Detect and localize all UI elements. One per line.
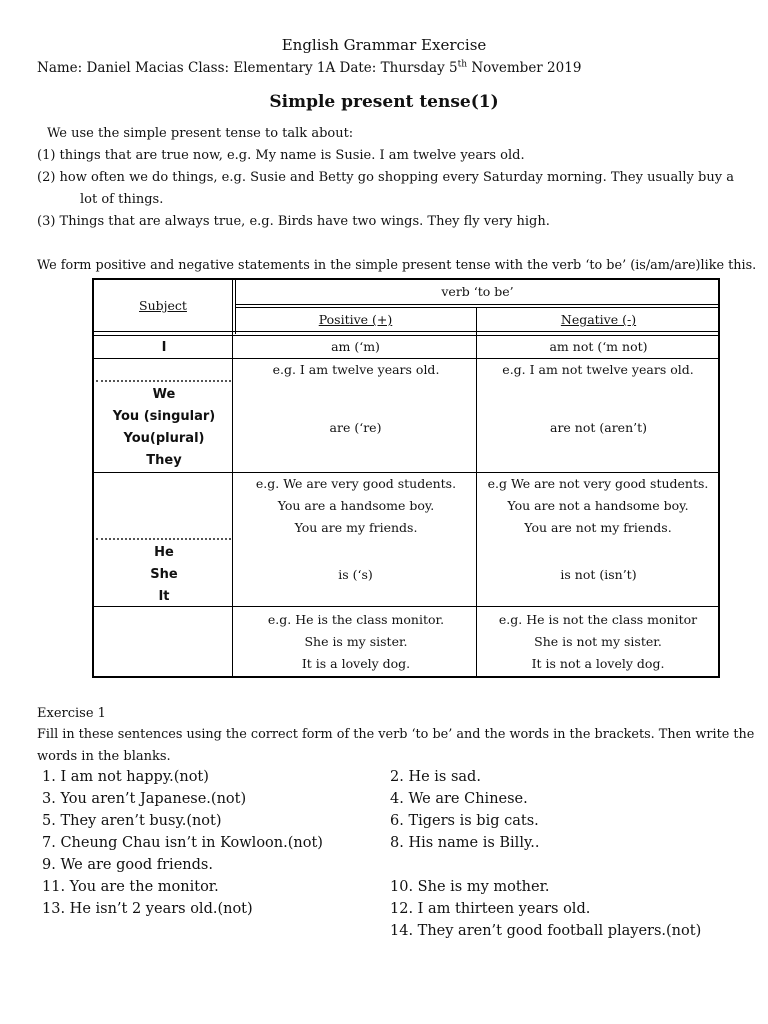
exercise-answer-7: 7. Cheung Chau isn’t in Kowloon.(not) bbox=[42, 835, 323, 851]
table-divider bbox=[235, 304, 720, 305]
document-title: English Grammar Exercise bbox=[281, 36, 487, 54]
example-negative-are: You are not my friends. bbox=[524, 520, 672, 535]
positive-i: am (‘m) bbox=[331, 339, 380, 354]
dotted-separator bbox=[96, 380, 231, 382]
subject-we: We bbox=[152, 387, 176, 402]
form-statement: We form positive and negative statements in the simple present tense with the verb ‘to be’ (is/am/are)like this. bbox=[37, 258, 757, 273]
table-divider bbox=[235, 307, 720, 308]
exercise-answer-4: 4. We are Chinese. bbox=[390, 791, 528, 807]
example-negative-is: She is not my sister. bbox=[534, 634, 662, 649]
exercise-answer-6: 6. Tigers is big cats. bbox=[390, 813, 539, 829]
negative-i: am not (‘m not) bbox=[549, 339, 648, 354]
intro-item-1: (1) things that are true now, e.g. My name is Susie. I am twelve years old. bbox=[37, 148, 525, 163]
exercise-answer-1: 1. I am not happy.(not) bbox=[42, 769, 209, 785]
negative-are: are not (aren’t) bbox=[550, 420, 647, 435]
subject-i: I bbox=[161, 340, 167, 355]
table-divider bbox=[94, 331, 720, 332]
exercise-answer-14: 14. They aren’t good football players.(not) bbox=[390, 923, 702, 939]
exercise-answer-3: 3. You aren’t Japanese.(not) bbox=[42, 791, 247, 807]
exercise-answer-12: 12. I am thirteen years old. bbox=[390, 901, 591, 917]
example-positive-is: She is my sister. bbox=[304, 634, 408, 649]
intro-lead: We use the simple present tense to talk about: bbox=[47, 126, 354, 141]
exercise-answer-10: 10. She is my mother. bbox=[390, 879, 550, 895]
example-negative-are: You are not a handsome boy. bbox=[507, 498, 689, 513]
example-negative-i: e.g. I am not twelve years old. bbox=[502, 362, 694, 377]
student-info-date-end: November 2019 bbox=[467, 60, 582, 76]
subject-you-plural: You(plural) bbox=[123, 431, 205, 446]
example-positive-is: It is a lovely dog. bbox=[301, 656, 411, 671]
example-positive-are: You are my friends. bbox=[294, 520, 418, 535]
exercise-answer-9: 9. We are good friends. bbox=[42, 857, 213, 873]
exercise-answer-5: 5. They aren’t busy.(not) bbox=[42, 813, 222, 829]
exercise-answer-13: 13. He isn’t 2 years old.(not) bbox=[42, 901, 253, 917]
exercise-answer-11: 11. You are the monitor. bbox=[42, 879, 219, 895]
subject-she: She bbox=[150, 567, 178, 582]
positive-are: are (‘re) bbox=[329, 420, 382, 435]
subject-you-singular: You (singular) bbox=[112, 409, 216, 424]
intro-item-2-cont: lot of things. bbox=[80, 192, 164, 207]
intro-item-2: (2) how often we do things, e.g. Susie and Betty go shopping every Saturday morning. They usually buy a bbox=[37, 170, 734, 185]
subject-it: It bbox=[158, 589, 170, 604]
subject-they: They bbox=[146, 453, 182, 468]
intro-item-3: (3) Things that are always true, e.g. Birds have two wings. They fly very high. bbox=[37, 214, 550, 229]
verb-header: verb ‘to be’ bbox=[441, 284, 514, 299]
negative-header: Negative (-) bbox=[560, 312, 637, 327]
subject-he: He bbox=[154, 545, 174, 560]
lesson-heading: Simple present tense(1) bbox=[269, 92, 499, 112]
subject-header: Subject bbox=[139, 298, 187, 313]
student-info-line bbox=[37, 60, 581, 76]
to-be-table bbox=[92, 278, 720, 678]
example-negative-is: It is not a lovely dog. bbox=[531, 656, 665, 671]
negative-is: is not (isn’t) bbox=[560, 567, 637, 582]
exercise-answer-8: 8. His name is Billy.. bbox=[390, 835, 540, 851]
exercise-answer-2: 2. He is sad. bbox=[390, 769, 481, 785]
table-divider bbox=[94, 335, 720, 336]
dotted-separator bbox=[96, 538, 231, 540]
example-negative-are: e.g We are not very good students. bbox=[487, 476, 709, 491]
example-negative-is: e.g. He is not the class monitor bbox=[498, 612, 698, 627]
example-positive-i: e.g. I am twelve years old. bbox=[272, 362, 440, 377]
date-superscript: th bbox=[457, 59, 468, 70]
exercise-instruction: Fill in these sentences using the correct form of the verb ‘to be’ and the words in the brackets. Then write the bbox=[37, 727, 755, 742]
exercise-label: Exercise 1 bbox=[37, 706, 106, 721]
student-info-text: Name: Daniel Macias Class: Elementary 1A Date: Thursday 5 bbox=[37, 60, 458, 76]
example-positive-is: e.g. He is the class monitor. bbox=[267, 612, 445, 627]
exercise-instruction-cont: words in the blanks. bbox=[37, 749, 171, 764]
positive-is: is (‘s) bbox=[338, 567, 373, 582]
example-positive-are: e.g. We are very good students. bbox=[255, 476, 457, 491]
example-positive-are: You are a handsome boy. bbox=[277, 498, 435, 513]
positive-header: Positive (+) bbox=[318, 312, 393, 327]
